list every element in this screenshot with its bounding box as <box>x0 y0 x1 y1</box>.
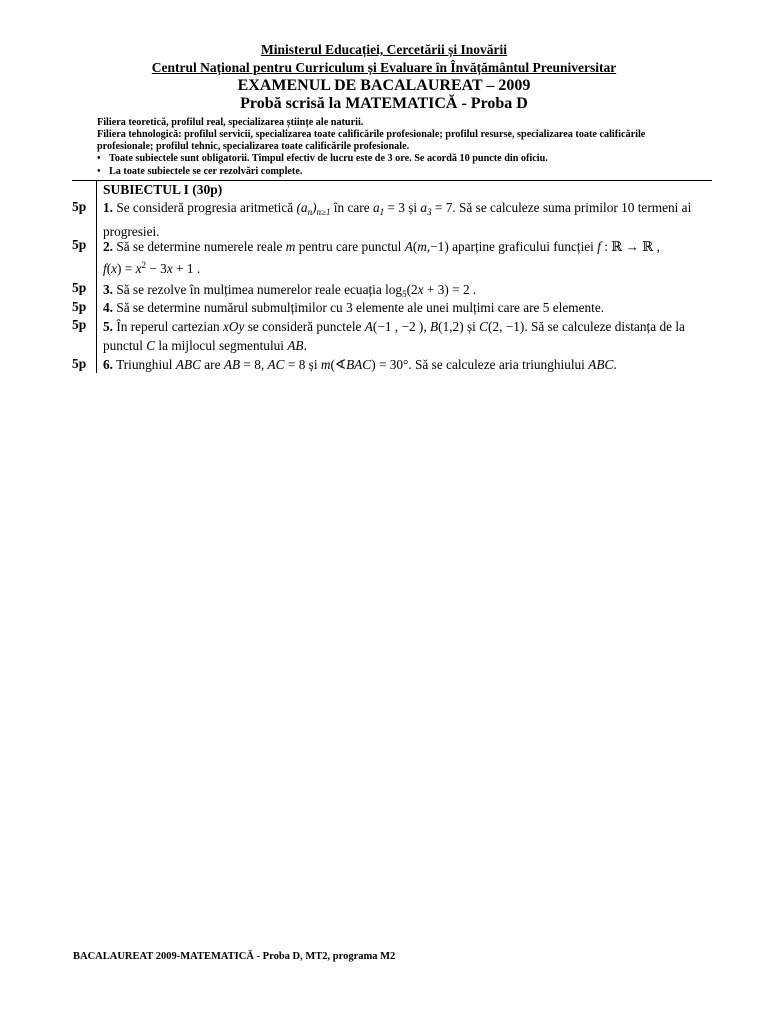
info-line-technological: Filiera tehnologică: profilul servicii, specializarea toate calificările profesionale; profilul resurse, specializarea toate calificările profesionale; profilul tehnic, specializarea toate calificările profesionale. <box>97 129 646 153</box>
test-subtitle: Probă scrisă la MATEMATICĂ - Proba D <box>240 95 528 112</box>
info-bullet-complete: • La toate subiectele se cer rezolvări complete. <box>97 166 303 177</box>
table-top-rule <box>72 180 712 181</box>
points-label: 5p <box>72 199 87 214</box>
exam-title: EXAMENUL DE BACALAUREAT – 2009 <box>237 77 531 94</box>
points-label: 5p <box>72 280 87 295</box>
question-4: 4. Să se determine numărul submulțimilor cu 3 elemente ale unei mulțimi care are 5 elemente. <box>103 300 605 315</box>
points-label: 5p <box>72 356 87 371</box>
points-column-divider <box>96 180 97 373</box>
ministry-heading: Ministerul Educației, Cercetării și Inovării <box>260 42 508 57</box>
points-label: 5p <box>72 299 87 314</box>
section-title: SUBIECTUL I (30p) <box>103 182 223 197</box>
page-footer: BACALAUREAT 2009-MATEMATICĂ - Proba D, MT2, programa M2 <box>73 951 396 962</box>
question-6: 6. Triunghiul ABC are AB = 8, AC = 8 și m(∢BAC) = 30°. Să se calculeze aria triunghiului ABC. <box>103 357 617 372</box>
question-3: 3. Să se rezolve în mulțimea numerelor reale ecuația $\log_5(2x + 3) = 2$ . <box>103 282 477 299</box>
center-heading: Centrul Național pentru Curriculum și Evaluare în Învățământul Preuniversitar <box>151 60 617 75</box>
bullet-icon: • <box>97 153 101 164</box>
points-label: 5p <box>72 237 87 252</box>
info-bullet-mandatory: • Toate subiectele sunt obligatorii. Timpul efectiv de lucru este de 3 ore. Se acordă 10 puncte din oficiu. <box>97 153 548 164</box>
points-label: 5p <box>72 317 87 332</box>
info-line-theoretical: Filiera teoretică, profilul real, specializarea științe ale naturii. <box>97 117 364 128</box>
question-2: 2. Să se determine numerele reale m pentru care punctul A(m,−1) aparține graficului funcției f : ℝ → ℝ , $f(x) = x^2 - 3x + 1$ . <box>103 239 660 276</box>
bullet-icon: • <box>97 166 101 177</box>
question-1: 1. Se consideră progresia aritmetică $(a_n)_{n\ge 1}$ în care $a_1 = 3$ și $a_3 = 7$. Să se calculeze suma primilor 10 termeni ai progresiei. <box>103 200 692 239</box>
question-5: 5. În reperul cartezian xOy se consideră punctele A(−1 , −2 ), B(1,2) și C(2, −1). Să se calculeze distanța de la punctul C la mijlocul segmentului AB. <box>103 319 685 353</box>
